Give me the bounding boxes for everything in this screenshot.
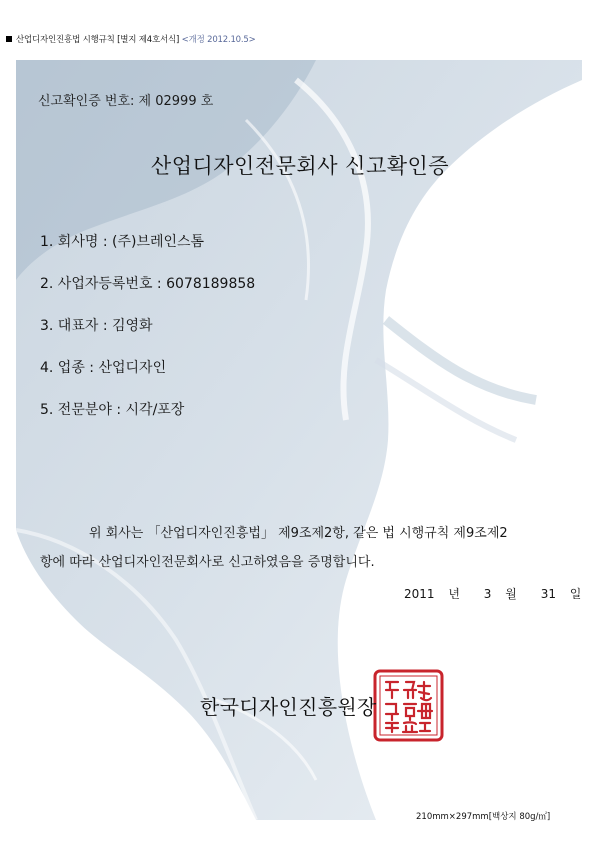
statement-line-1: 위 회사는 「산업디자인진흥법」 제9조제2항, 같은 법 시행규칙 제9조제2 [89, 526, 508, 541]
statement-line-2: 항에 따라 산업디자인전문회사로 신고하였음을 증명합니다. [40, 555, 375, 570]
field-representative: 3. 대표자 : 김영화 [40, 318, 153, 334]
certificate-number: 신고확인증 번호: 제 02999 호 [38, 94, 214, 109]
black-square-icon [6, 36, 12, 42]
revision-note: <개정 2012.10.5> [181, 35, 256, 45]
document-title: 산업디자인전문회사 신고확인증 [150, 154, 450, 178]
paper-spec-footer: 210mm×297mm[백상지 80g/㎡] [416, 812, 551, 822]
date-day: 31 [540, 587, 556, 601]
certificate-fields [40, 232, 255, 442]
date-month-unit: 월 [505, 587, 517, 601]
official-seal-stamp [372, 668, 445, 743]
field-specialty: 5. 전문분야 : 시각/포장 [40, 402, 185, 418]
date-year-unit: 년 [448, 587, 460, 601]
issuer-name: 한국디자인진흥원장 [200, 695, 377, 719]
date-day-unit: 일 [569, 587, 582, 601]
issue-date [404, 585, 581, 602]
form-header [6, 33, 256, 45]
form-header-text: 산업디자인진흥법 시행규칙 [별지 제4호서식] [16, 35, 180, 45]
certification-statement [40, 519, 560, 577]
date-month: 3 [483, 587, 492, 601]
field-business-registration-number: 2. 사업자등록번호 : 6078189858 [40, 276, 256, 292]
field-company-name: 1. 회사명 : (주)브레인스톰 [40, 234, 205, 250]
field-industry: 4. 업종 : 산업디자인 [40, 360, 167, 376]
date-year: 2011 [404, 587, 435, 601]
